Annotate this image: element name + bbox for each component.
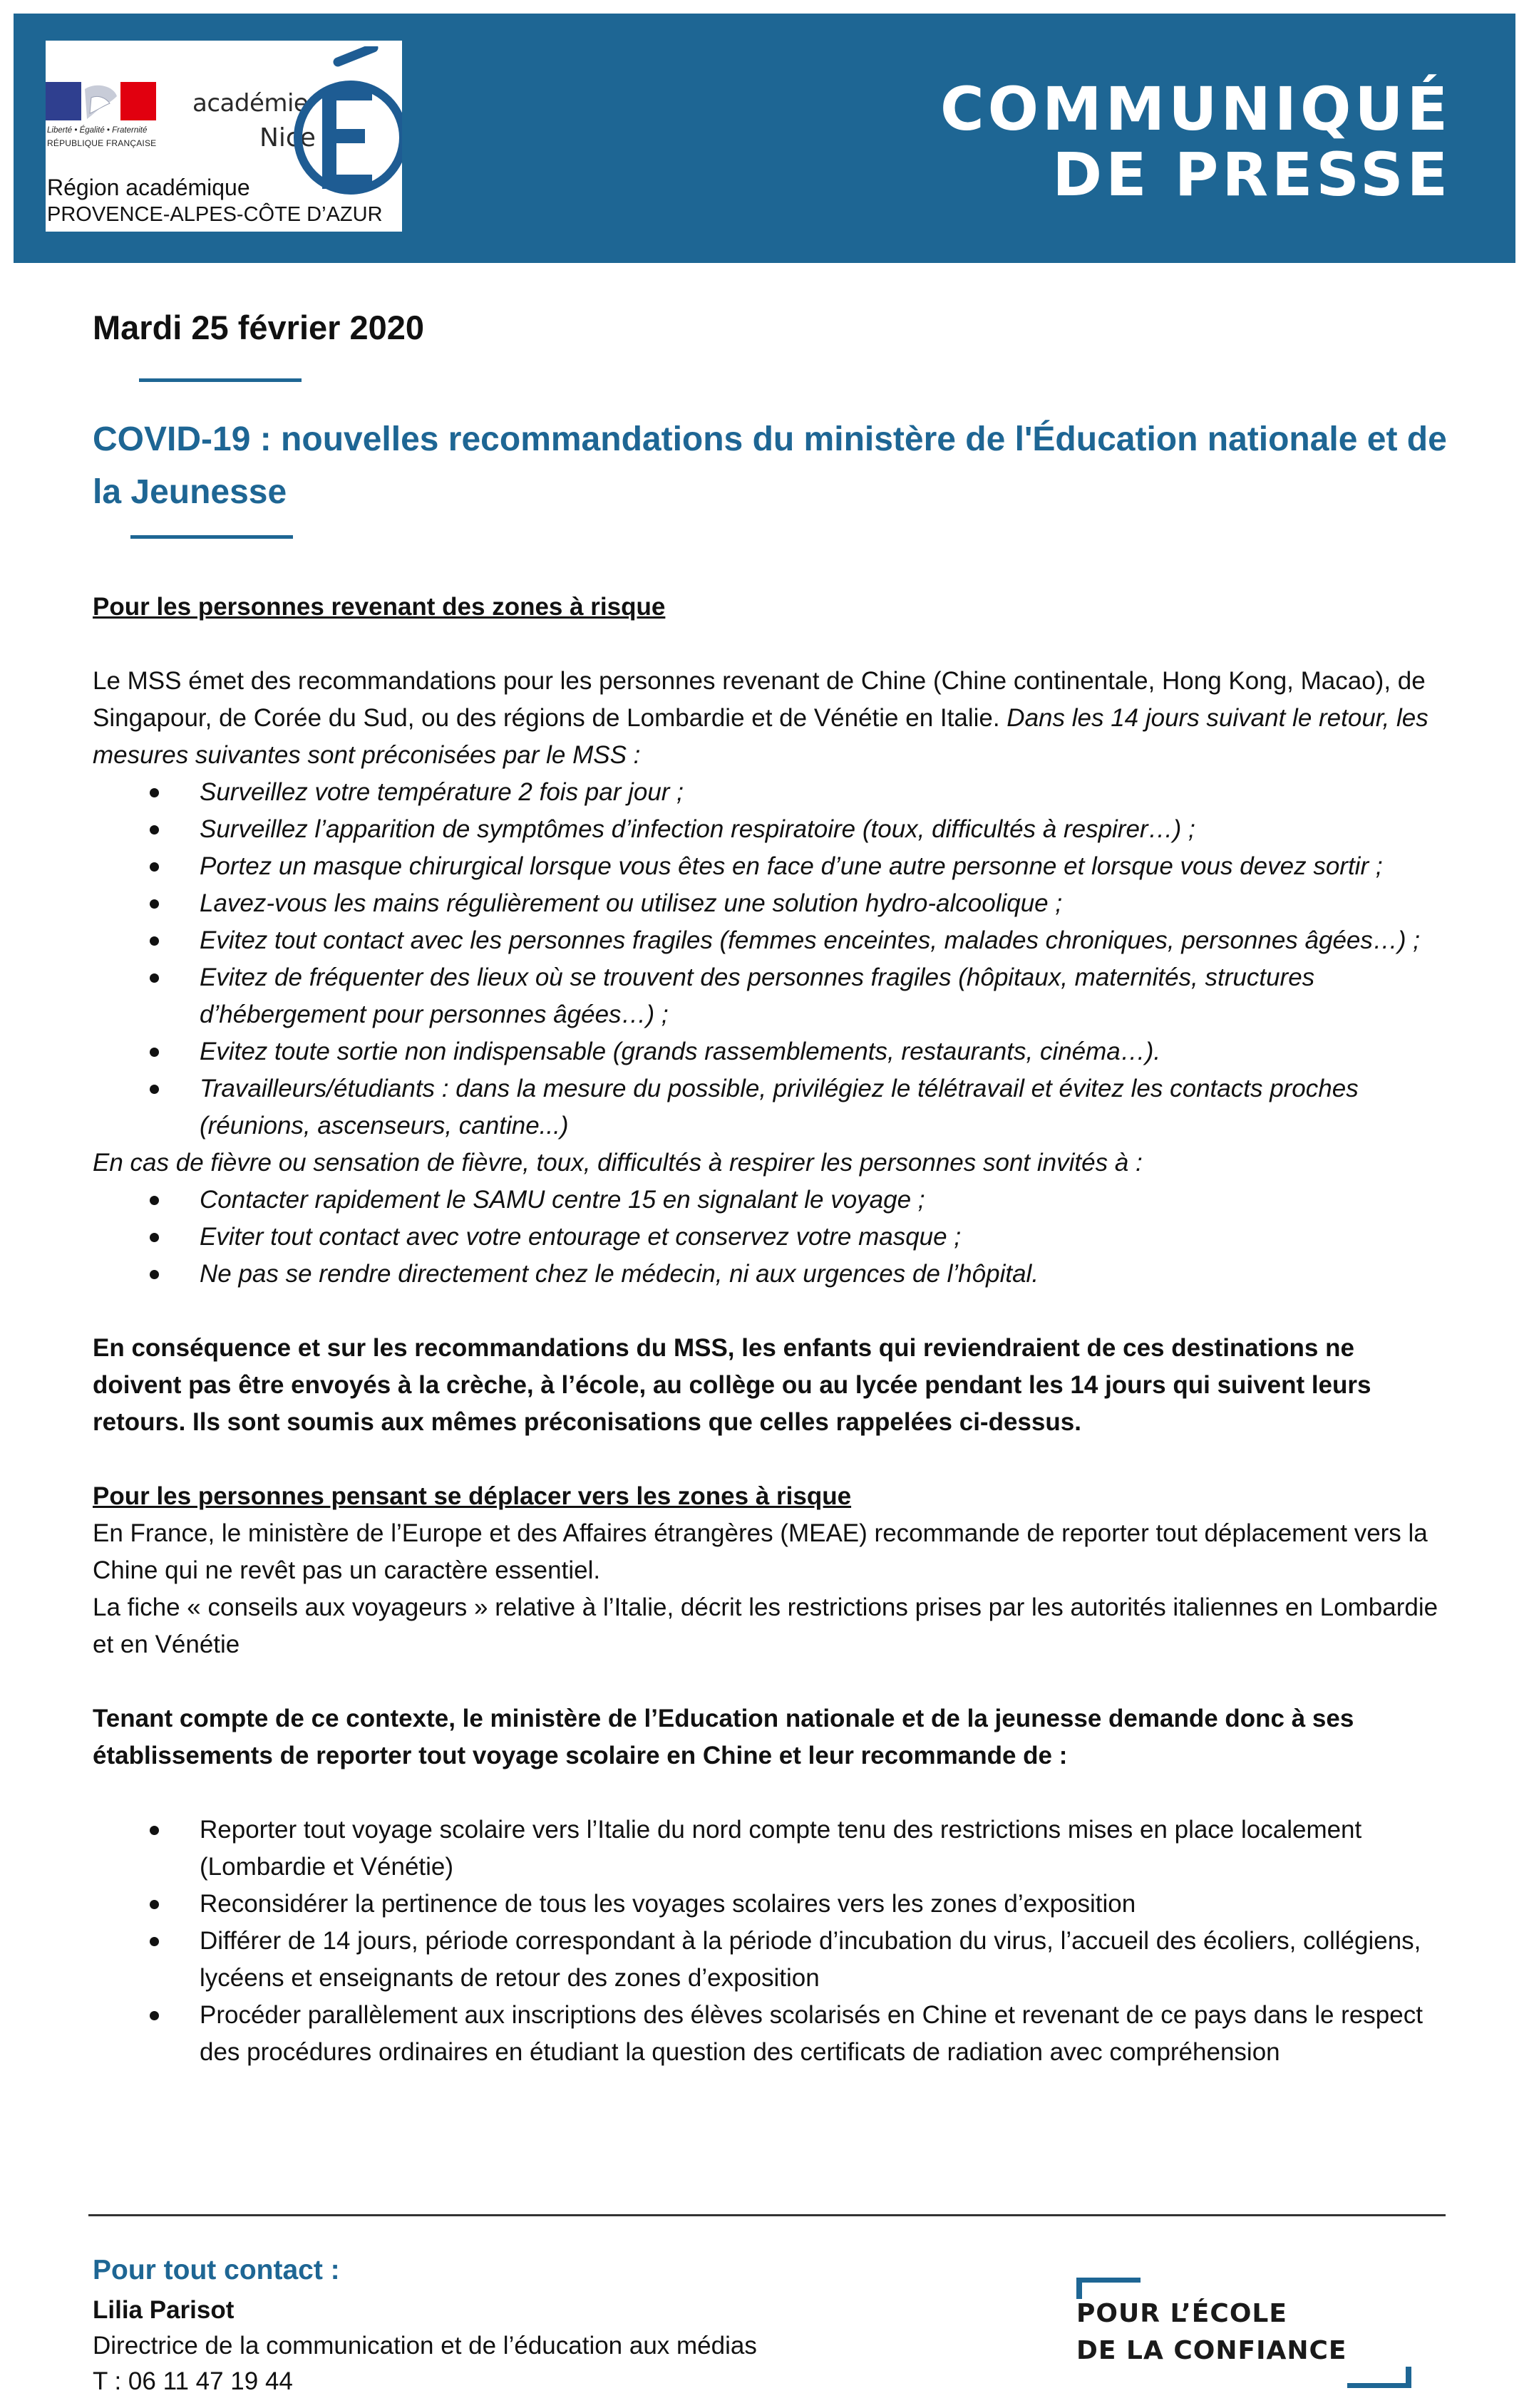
list-item: Portez un masque chirurgical lorsque vous êtes en face d’une autre personne et lorsque vous devez sortir ; [93, 848, 1447, 885]
contact-name: Lilia Parisot [93, 2296, 235, 2324]
press-title: COVID-19 : nouvelles recommandations du ministère de l'Éducation nationale et de la Jeunesse [93, 420, 1447, 511]
list-item: Lavez-vous les mains régulièrement ou utilisez une solution hydro-alcoolique ; [93, 885, 1447, 922]
fever-bullet-list [93, 1182, 1447, 1293]
press-date: Mardi 25 février 2020 [93, 309, 425, 346]
title-underline-rule [130, 535, 293, 539]
slogan-bracket-bottom-h [1347, 2383, 1411, 2388]
bullet-icon [150, 862, 159, 872]
bullet-icon [150, 1196, 159, 1205]
slogan-line2: DE LA CONFIANCE [1076, 2336, 1347, 2365]
section1-intro-italic: Dans les 14 jours suivant le retour, les mesures suivantes sont préconisées par le MSS : [93, 704, 1428, 769]
consequence-paragraph: En conséquence et sur les recommandations du MSS, les enfants qui reviendraient de ces destinations ne doivent pas être envoyés à la crèche, à l’école, au collège ou au lycée pendant les 14 jours qui suivent leurs retours. Ils sont soumis aux mêmes préconisations que celles rappelées ci-dessus. [93, 1334, 1371, 1436]
list-item: Reporter tout voyage scolaire vers l’Italie du nord compte tenu des restrictions mises en place localement (Lombardie et Vénétie) [93, 1812, 1447, 1886]
list-item: Eviter tout contact avec votre entourage et conservez votre masque ; [93, 1219, 1447, 1256]
list-item: Différer de 14 jours, période correspondant à la période d’incubation du virus, l’accueil des écoliers, collégiens, lycéens et enseignants de retour des zones d’exposition [93, 1923, 1447, 1997]
list-item: Reconsidérer la pertinence de tous les voyages scolaires vers les zones d’exposition [93, 1886, 1447, 1923]
bullet-icon [150, 825, 159, 834]
bullet-icon [150, 1085, 159, 1094]
section1-intro-plain: Le MSS émet des recommandations pour les personnes revenant de Chine (Chine continentale, Hong Kong, Macao), de Singapour, de Corée du Sud, ou des régions de Lombardie et de Vénétie en Italie. [93, 667, 1426, 732]
list-item: Ne pas se rendre directement chez le médecin, ni aux urgences de l’hôpital. [93, 1256, 1447, 1293]
ecole-confiance-logo [1076, 2278, 1411, 2392]
footer-divider [88, 2214, 1446, 2216]
communique-title-line1: COMMUNIQUÉ [940, 74, 1451, 144]
list-item: Procéder parallèlement aux inscriptions des élèves scolarisés en Chine et revenant de ce pays dans le respect des procédures ordinaires en étudiant la question des certificats de radiation avec compréhension [93, 1997, 1447, 2071]
contact-heading: Pour tout contact : [93, 2255, 340, 2285]
academie-nice-logo [46, 41, 402, 232]
bullet-icon [150, 1270, 159, 1279]
section1 [93, 589, 1447, 2071]
region-line1: Région académique [47, 175, 250, 200]
contact-role: Directrice de la communication et de l’éducation aux médias [93, 2332, 757, 2360]
section3-bullet-list [93, 1812, 1447, 2071]
nice-word: Nice [259, 123, 316, 153]
section2-heading: Pour les personnes pensant se déplacer vers les zones à risque [93, 1482, 852, 1510]
bullet-icon [150, 1233, 159, 1242]
bullet-icon [150, 1826, 159, 1835]
republique-text: RÉPUBLIQUE FRANÇAISE [47, 138, 157, 148]
section3-intro: Tenant compte de ce contexte, le ministère de l’Education nationale et de la jeunesse demande donc à ses établissements de reporter tout voyage scolaire en Chine et leur recommande de : [93, 1705, 1354, 1769]
section1-bullet-list [93, 774, 1447, 1144]
marianne-profile-icon [81, 82, 120, 120]
communique-title [940, 76, 1451, 208]
slogan-line1: POUR L’ÉCOLE [1076, 2299, 1287, 2328]
slogan-bracket-top-h [1076, 2278, 1141, 2283]
section1-heading: Pour les personnes revenant des zones à risque [93, 593, 666, 621]
bullet-icon [150, 1900, 159, 1909]
academie-word: académie [192, 89, 309, 118]
bullet-icon [150, 1048, 159, 1057]
section2-para1: En France, le ministère de l’Europe et des Affaires étrangères (MEAE) recommande de reporter tout déplacement vers la Chine qui ne revêt pas un caractère essentiel. [93, 1519, 1428, 1584]
bullet-icon [150, 1937, 159, 1946]
bullet-icon [150, 788, 159, 797]
bullet-icon [150, 899, 159, 909]
date-underline-rule [139, 378, 302, 382]
bullet-icon [150, 973, 159, 983]
bullet-icon [150, 2011, 159, 2020]
communique-title-line2: DE PRESSE [1052, 140, 1451, 210]
section1-intro [93, 663, 1447, 774]
header-band [14, 14, 1515, 263]
list-item: Evitez tout contact avec les personnes fragiles (femmes enceintes, malades chroniques, personnes âgées…) ; [93, 922, 1447, 959]
list-item: Evitez toute sortie non indispensable (grands rassemblements, restaurants, cinéma…). [93, 1033, 1447, 1070]
academie-e-icon [288, 46, 402, 210]
section2-para2: La fiche « conseils aux voyageurs » relative à l’Italie, décrit les restrictions prises par les autorités italiennes en Lombardie et en Vénétie [93, 1593, 1438, 1658]
region-line2: PROVENCE-ALPES-CÔTE D’AZUR [47, 203, 383, 226]
list-item: Contacter rapidement le SAMU centre 15 en signalant le voyage ; [93, 1182, 1447, 1219]
list-item: Evitez de fréquenter des lieux où se trouvent des personnes fragiles (hôpitaux, maternités, structures d’hébergement pour personnes âgées…) ; [93, 959, 1447, 1033]
bullet-icon [150, 936, 159, 946]
list-item: Travailleurs/étudiants : dans la mesure du possible, privilégiez le télétravail et évitez les contacts proches (réunions, ascenseurs, cantine...) [93, 1070, 1447, 1144]
list-item: Surveillez l’apparition de symptômes d’infection respiratoire (toux, difficultés à respirer…) ; [93, 811, 1447, 848]
devise-text: Liberté • Égalité • Fraternité [47, 126, 148, 135]
fever-intro: En cas de fièvre ou sensation de fièvre, toux, difficultés à respirer les personnes sont invités à : [93, 1149, 1143, 1177]
list-item: Surveillez votre température 2 fois par jour ; [93, 774, 1447, 811]
contact-phone: T : 06 11 47 19 44 [93, 2367, 293, 2395]
